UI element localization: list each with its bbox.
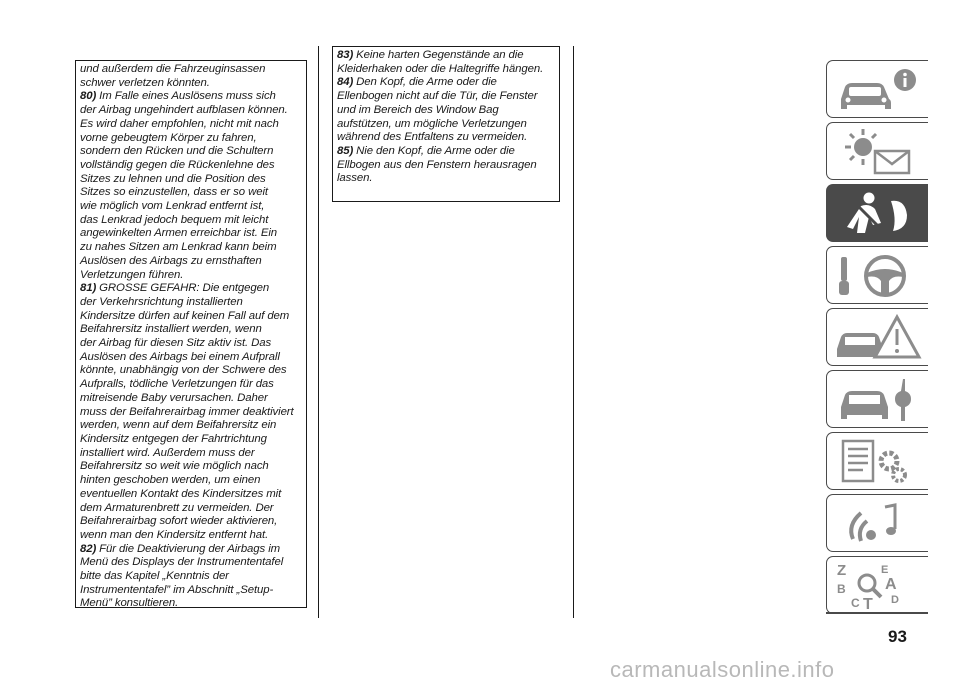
key-steering-wheel-icon	[833, 251, 923, 301]
tab-safety[interactable]	[826, 184, 928, 242]
warning-item-84	[337, 76, 556, 145]
index-letter: T	[863, 596, 873, 611]
warning-text: Für die Deaktivierung der Airbags im Menü des Displays der Instrumententafel bitte das Kapitel „Kenntnis der Instrumententafel” im Abschnitt „Setup- Menü” konsultieren.	[80, 542, 284, 610]
car-emergency-icon	[833, 313, 923, 363]
warning-text: Den Kopf, die Arme oder die Ellenbogen nicht auf die Tür, die Fenster und im Bereich des Window Bag aufstützen, um mögliche Verletzungen während des Entfaltens zu vermeiden.	[337, 76, 538, 144]
car-info-icon	[833, 65, 923, 115]
page-number: 93	[888, 627, 907, 646]
warning-item-82	[80, 543, 303, 612]
tab-technical-data[interactable]	[826, 432, 928, 490]
warning-number: 82)	[80, 542, 97, 555]
airbag-seatbelt-icon	[833, 189, 923, 239]
car-maintenance-icon	[833, 375, 923, 425]
warning-number: 84)	[337, 76, 354, 89]
technical-data-icon	[833, 437, 923, 487]
column-divider	[573, 46, 574, 618]
watermark-text[interactable]: carmanualsonline.info	[610, 657, 835, 682]
tab-starting-driving[interactable]	[826, 246, 928, 304]
index-letter: D	[891, 594, 899, 606]
warning-light-message-icon	[833, 127, 923, 177]
tab-car-info[interactable]	[826, 60, 928, 118]
warning-text: Nie den Kopf, die Arme oder die Ellbogen aus den Fenstern herausragen lassen.	[337, 144, 537, 185]
multimedia-icon	[833, 499, 923, 549]
warning-item-81	[80, 282, 303, 542]
index-letter: B	[837, 582, 846, 596]
warning-text: GROSSE GEFAHR: Die entgegen der Verkehrsrichtung installierten Kindersitze dürfen auf keinen Fall auf dem Beifahrersitz installiert werden, wenn der Airbag für diesen Sitz aktiv ist. Das Auslösen des Airbags bei einem Aufprall könnte, unabhängig von der Schwere des Aufpralls, tödliche Verletzungen für das mitreisende Baby verursachen. Daher muss der Beifahrerairbag immer deaktiviert werden, wenn auf dem Beifahrersitz ein Kindersitz entgegen der Fahrtrichtung installiert wird. Außerdem muss der Beifahrersitz so weit wie möglich nach hinten geschoben werden, um einen eventuellen Kontakt des Kindersitzes mit dem Armaturenbrett zu vermeiden. Der Beifahrerairbag sofort wieder aktivieren, wenn man den Kindersitz entfernt hat.	[80, 282, 294, 541]
warning-number: 81)	[80, 282, 97, 295]
warning-item-80	[80, 90, 303, 282]
tab-warning-lights[interactable]	[826, 122, 928, 180]
alphabetical-index-icon	[833, 561, 923, 611]
warning-intro: und außerdem die Fahrzeuginsassen schwer verletzen könnten.	[80, 63, 266, 89]
index-letter: A	[885, 576, 897, 593]
tab-bottom-line	[826, 612, 928, 614]
warning-number: 85)	[337, 144, 354, 157]
column-divider	[318, 46, 319, 618]
tab-multimedia[interactable]	[826, 494, 928, 552]
warning-item-83	[337, 49, 556, 76]
warning-box-right	[332, 46, 560, 202]
index-letter: Z	[837, 562, 847, 579]
warning-box-left	[75, 60, 307, 608]
tab-emergency[interactable]	[826, 308, 928, 366]
warning-text: Im Falle eines Auslösens muss sich der Airbag ungehindert aufblasen können. Es wird daher empfohlen, nicht mit nach vorne gebeugtem Körper zu fahren, sondern den Rücken und die Schultern vollständig gegen die Rückenlehne des Sitzes zu lehnen und die Position des Sitzes so einzustellen, dass er so weit wie möglich vom Lenkrad entfernt ist, das Lenkrad jedoch bequem mit leicht angewinkelten Armen erreichbar ist. Ein zu nahes Sitzen am Lenkrad kann beim Auslösen des Airbags zu ernsthaften Verletzungen führen.	[80, 90, 288, 281]
warning-item-85	[337, 145, 556, 186]
warning-number: 80)	[80, 90, 97, 103]
index-letter: E	[881, 564, 889, 576]
tab-index[interactable]	[826, 556, 928, 614]
index-letter: C	[851, 596, 860, 610]
tab-maintenance[interactable]	[826, 370, 928, 428]
warning-text: Keine harten Gegenstände an die Kleiderhaken oder die Haltegriffe hängen.	[337, 49, 544, 75]
warning-number: 83)	[337, 49, 354, 61]
